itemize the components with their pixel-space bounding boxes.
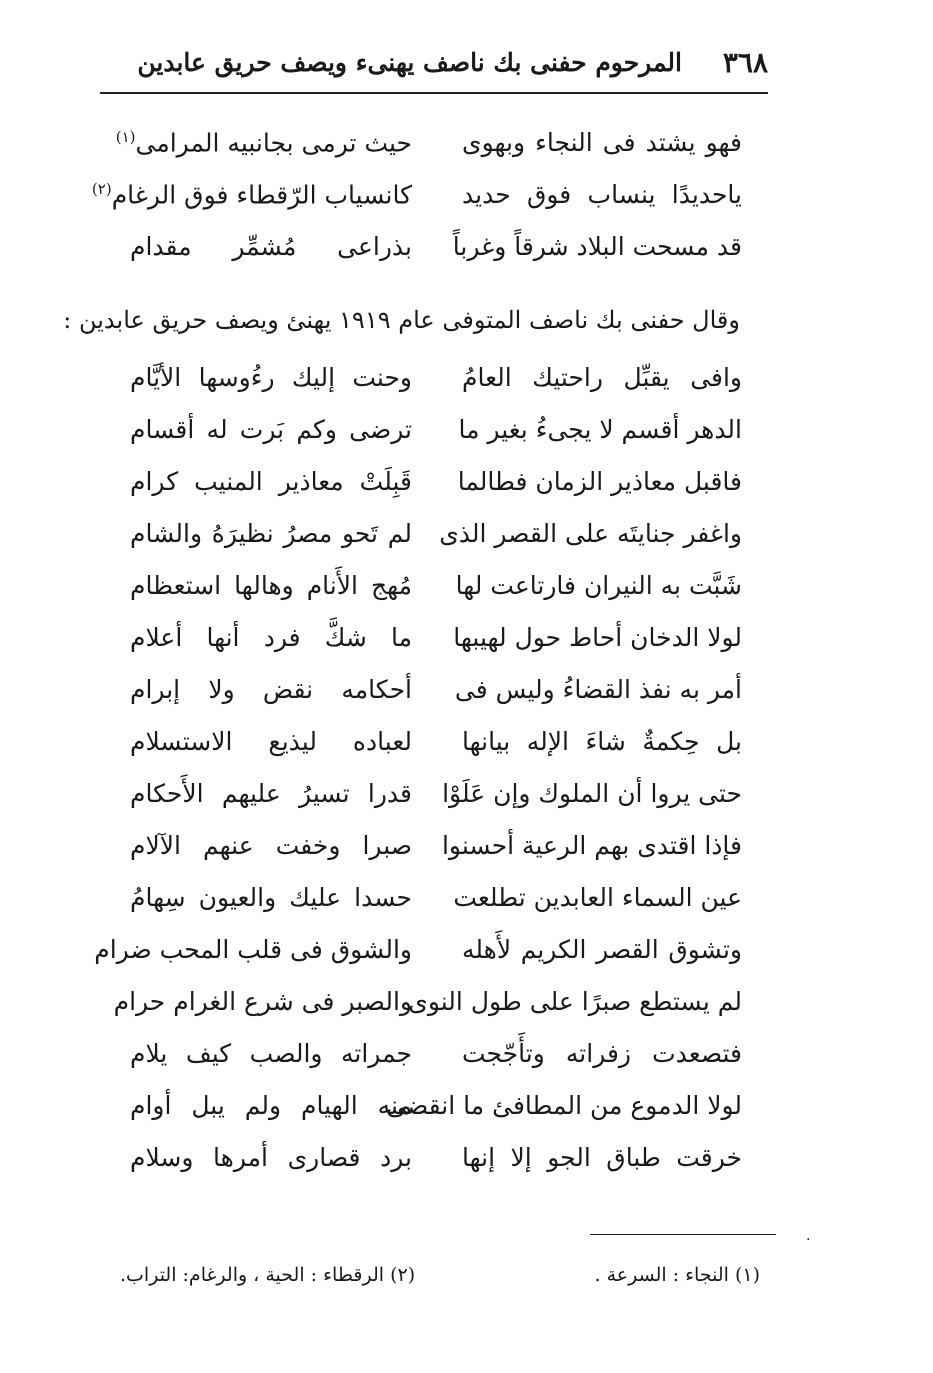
verse-first-hemistich: فاقبل معاذير الزمان فطالما xyxy=(457,467,742,496)
verse-line xyxy=(130,883,742,935)
verse-line xyxy=(130,519,742,571)
verse-second-hemistich: لم تَحو مصرُ نظيرَهُ والشام xyxy=(130,519,412,548)
verse-first-hemistich: واغفر جنايتَه على القصر الذى xyxy=(439,519,742,548)
footnote-1: (١) النجاء : السرعة . xyxy=(594,1264,760,1286)
footnote-marker: (٢) xyxy=(91,180,112,198)
verse-second-hemistich: وحنت إليك رءُوسها الأيَّام xyxy=(130,363,412,392)
verse-line xyxy=(130,675,742,727)
footnote-dot: . xyxy=(806,1228,811,1244)
verse-first-hemistich: حتى يروا أن الملوك وإن عَلَوْا xyxy=(442,779,742,808)
verse-second-hemistich: مُهج الأَنام وهالها استعظام xyxy=(130,571,412,600)
verse-line xyxy=(113,987,742,1039)
verse-line xyxy=(94,935,742,987)
page-header xyxy=(100,40,768,90)
verse-first-hemistich: فتصعدت زفراته وتأَجّجت xyxy=(462,1039,742,1068)
verse-line xyxy=(130,779,742,831)
verse-line xyxy=(130,415,742,467)
verse-second-hemistich: ترضى وكم بَرت له أقسام xyxy=(130,415,412,444)
verse-first-hemistich: خرقت طباق الجو إلا إنها xyxy=(462,1143,742,1172)
verse-first-hemistich: بل حِكمةٌ شاءَ الإله بيانها xyxy=(462,727,742,756)
verse-second-hemistich: قدرا تسيرُ عليهم الأَحكام xyxy=(130,779,412,808)
poem-intro: وقال حفنى بك ناصف المتوفى عام ١٩١٩ يهنئ ويصف حريق عابدين : xyxy=(63,306,740,334)
footnote-marker: (١) xyxy=(115,128,136,146)
verse-first-hemistich: فهو يشتد فى النجاء وبهوى xyxy=(462,128,742,157)
hemistich-text: كانسياب الرّقطاء فوق الرغام xyxy=(111,180,412,210)
verse-first-hemistich: لم يستطع صبرًا على طول النوى xyxy=(408,987,742,1016)
verse-line xyxy=(130,1143,742,1195)
poem xyxy=(94,363,742,1195)
verse-second-hemistich: ما شكَّ فرد أنها أعلام xyxy=(130,623,412,652)
verse-first-hemistich: لولا الدموع من المطافئ ما انقضى xyxy=(386,1091,742,1120)
verse-first-hemistich: قد مسحت البلاد شرقاً وغرباً xyxy=(452,232,742,261)
poem-continued xyxy=(91,128,742,284)
footnote-2: (٢) الرقطاء : الحية ، والرغام: التراب. xyxy=(120,1264,416,1286)
verse-line xyxy=(130,727,742,779)
verse-first-hemistich: أمر به نفذ القضاءُ وليس فى xyxy=(454,675,742,704)
verse-second-hemistich: أحكامه نقض ولا إبرام xyxy=(130,675,412,704)
verse-first-hemistich: شَبَّت به النيران فارتاعت لها xyxy=(455,571,742,600)
verse-first-hemistich: الدهر أقسم لا يجىءُ بغير ما xyxy=(458,415,742,444)
verse-line xyxy=(91,180,742,232)
verse-line xyxy=(130,232,742,284)
verse-second-hemistich: بذراعى مُشمِّر مقدام xyxy=(130,232,412,261)
verse-second-hemistich: جمراته والصب كيف يلام xyxy=(130,1039,412,1068)
verse-first-hemistich: لولا الدخان أحاط حول لهيبها xyxy=(453,623,742,652)
verse-line xyxy=(130,831,742,883)
verse-first-hemistich: عين السماء العابدين تطلعت xyxy=(453,883,742,912)
verse-first-hemistich: فإذا اقتدى بهم الرعية أحسنوا xyxy=(441,831,742,860)
verse-second-hemistich: والصبر فى شرع الغرام حرام xyxy=(113,987,412,1016)
verse-first-hemistich: وتشوق القصر الكريم لأَهله xyxy=(462,935,742,964)
verse-line xyxy=(130,1091,742,1143)
verse-line xyxy=(115,128,742,180)
verse-line xyxy=(130,467,742,519)
verse-line xyxy=(130,623,742,675)
verse-second-hemistich: صبرا وخفت عنهم الآلام xyxy=(130,831,412,860)
verse-second-hemistich: منه الهيام ولم يبل أوام xyxy=(130,1091,412,1120)
verse-second-hemistich: حسدا عليك والعيون سِهامُ xyxy=(130,883,412,912)
footnote-rule xyxy=(590,1234,776,1235)
verse-second-hemistich: لعباده ليذيع الاستسلام xyxy=(130,727,412,756)
verse-second-hemistich: برد قصارى أمرها وسلام xyxy=(130,1143,412,1172)
verse-first-hemistich: وافى يقبِّل راحتيك العامُ xyxy=(462,363,742,392)
verse-second-hemistich xyxy=(115,128,412,158)
verse-first-hemistich: ياحديدًا ينساب فوق حديد xyxy=(462,180,742,209)
verse-line xyxy=(130,571,742,623)
verse-line xyxy=(130,363,742,415)
verse-second-hemistich: قَبِلَتْ معاذير المنيب كرام xyxy=(130,467,412,496)
running-title: المرحوم حفنى بك ناصف يهنىء ويصف حريق عابدين xyxy=(137,48,682,77)
page-number: ٣٦٨ xyxy=(722,46,768,79)
verse-second-hemistich xyxy=(91,180,412,210)
verse-second-hemistich: والشوق فى قلب المحب ضرام xyxy=(94,935,412,964)
header-rule xyxy=(100,92,768,94)
hemistich-text: حيث ترمى بجانبيه المرامى xyxy=(135,128,412,158)
verse-line xyxy=(130,1039,742,1091)
